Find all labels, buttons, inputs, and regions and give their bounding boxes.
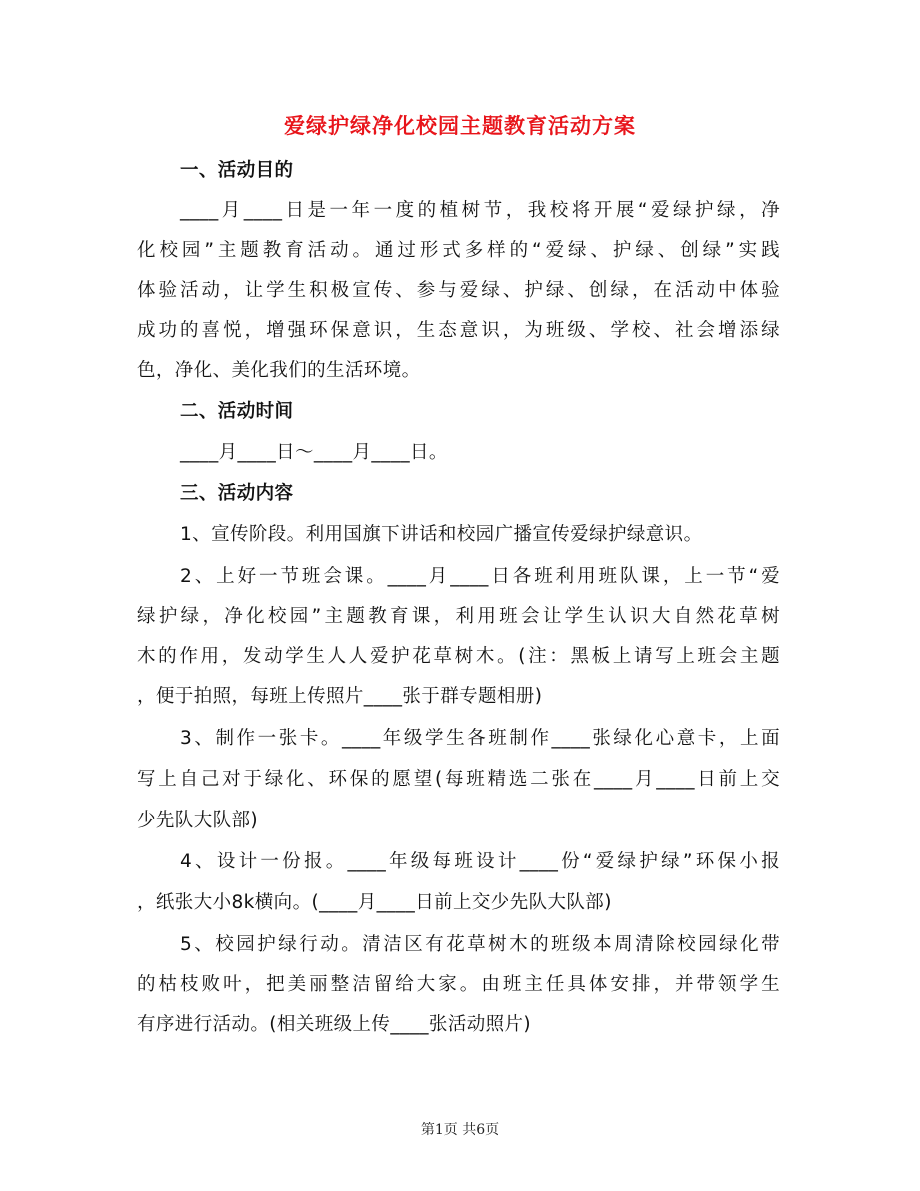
page-number: 第1页 共6页	[420, 1122, 500, 1138]
paragraph-line: 2、上好一节班会课。____月____日各班利用班队课，上一节“爱	[180, 566, 780, 587]
paragraph-line: 木的作用，发动学生人人爱护花草树木。(注：黑板上请写上班会主题	[137, 646, 780, 667]
paragraph-line: 的枯枝败叶，把美丽整洁留给大家。由班主任具体安排，并带领学生	[137, 974, 780, 995]
paragraph-line: 体验活动，让学生积极宣传、参与爱绿、护绿、创绿，在活动中体验	[137, 280, 780, 301]
paragraph-line: 色，净化、美化我们的生活环境。	[137, 360, 421, 381]
section-heading-content: 三、活动内容	[180, 483, 294, 504]
paragraph-line: 少先队大队部)	[137, 810, 259, 831]
paragraph-line: 成功的喜悦，增强环保意识，生态意识，为班级、学校、社会增添绿	[137, 320, 780, 341]
paragraph-line: ____月____日～____月____日。	[180, 442, 448, 463]
paragraph-line: 有序进行活动。(相关班级上传____张活动照片)	[137, 1014, 532, 1035]
section-heading-time: 二、活动时间	[180, 401, 294, 422]
paragraph-line: 写上自己对于绿化、环保的愿望(每班精选二张在____月____日前上交	[137, 769, 780, 790]
paragraph-line: 1、宣传阶段。利用国旗下讲话和校园广播宣传爱绿护绿意识。	[180, 524, 703, 545]
paragraph-line: 5、校园护绿行动。清洁区有花草树木的班级本周清除校园绿化带	[180, 934, 780, 955]
section-heading-purpose: 一、活动目的	[180, 160, 294, 181]
paragraph-line: ，纸张大小8k横向。(____月____日前上交少先队大队部)	[137, 892, 612, 913]
paragraph-line: 绿护绿，净化校园”主题教育课，利用班会让学生认识大自然花草树	[137, 606, 780, 627]
paragraph-line: 4、设计一份报。____年级每班设计____份“爱绿护绿”环保小报	[180, 851, 780, 872]
paragraph-line: ，便于拍照，每班上传照片____张于群专题相册)	[137, 686, 543, 707]
paragraph-line: 化校园”主题教育活动。通过形式多样的“爱绿、护绿、创绿”实践	[137, 240, 780, 261]
paragraph-line: ____月____日是一年一度的植树节，我校将开展“爱绿护绿，净	[180, 200, 780, 221]
paragraph-line: 3、制作一张卡。____年级学生各班制作____张绿化心意卡，上面	[180, 728, 780, 749]
document-title: 爱绿护绿净化校园主题教育活动方案	[284, 114, 636, 138]
